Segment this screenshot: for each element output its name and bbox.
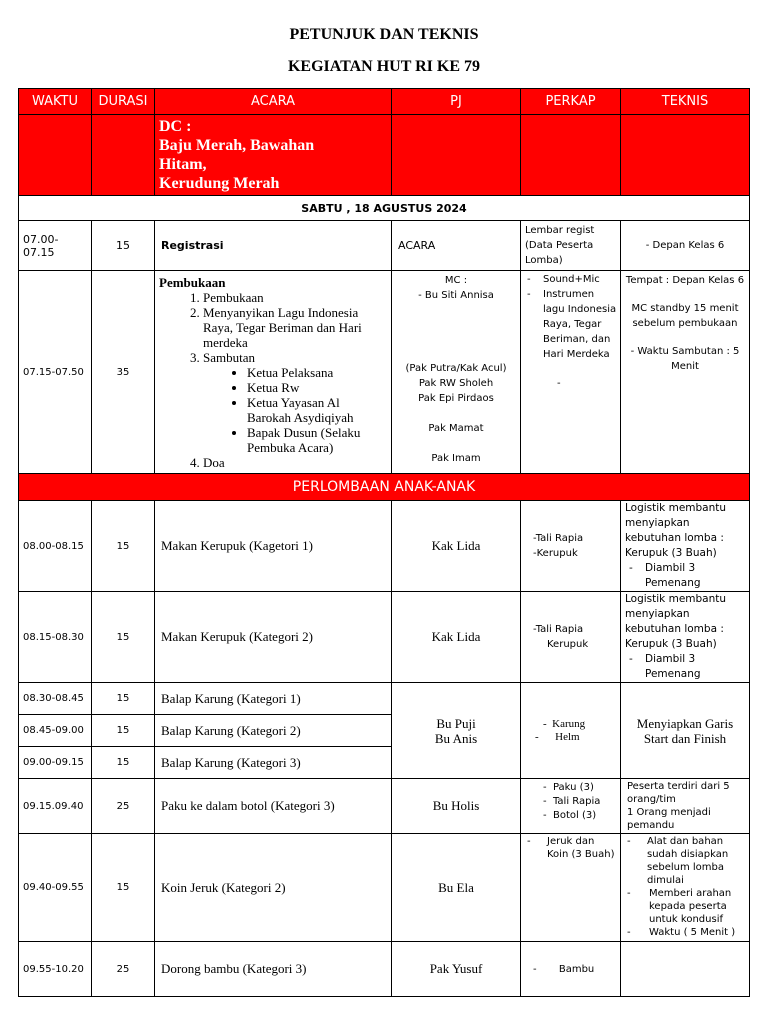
teknis-cell: - Depan Kelas 6 [621, 221, 750, 271]
teknis-cell: - Alat dan bahan sudah disiapkan sebelum lomba dimulai - Memberi arahan kepada peserta untuk kondusif - Waktu ( 5 Menit ) [621, 834, 750, 942]
day-label: SABTU , 18 AGUSTUS 2024 [19, 196, 750, 221]
header-row [19, 89, 750, 115]
header-teknis: TEKNIS [621, 89, 750, 115]
table-row-karung-1 [19, 683, 750, 715]
waktu-cell: 07.15-07.50 [19, 271, 92, 474]
perkap-cell: - Jeruk dan Koin (3 Buah) [521, 834, 621, 942]
teknis-cell: Logistik membantu menyiapkan kebutuhan lomba : Kerupuk (3 Buah) - Diambil 3 Pemenang [621, 501, 750, 592]
list-item: 1. Pembukaan [203, 290, 387, 305]
durasi-cell: 35 [92, 271, 155, 474]
durasi-cell: 25 [92, 942, 155, 997]
perkap-cell: - Bambu [521, 942, 621, 997]
acara-cell: Koin Jeruk (Kategori 2) [155, 834, 392, 942]
dress-code: DC : Baju Merah, Bawahan Hitam, Kerudung Merah [155, 115, 392, 196]
table-row-bambu [19, 942, 750, 997]
day-row [19, 196, 750, 221]
acara-cell: Paku ke dalam botol (Kategori 3) [155, 779, 392, 834]
waktu-cell: 09.00-09.15 [19, 747, 92, 779]
list-item: • Bapak Dusun (Selaku Pembuka Acara) [247, 425, 387, 455]
teknis-cell: Menyiapkan Garis Start dan Finish [621, 683, 750, 779]
teknis-cell: Logistik membantu menyiapkan kebutuhan lomba : Kerupuk (3 Buah) - Diambil 3 Pemenang [621, 592, 750, 683]
header-pj: PJ [392, 89, 521, 115]
document-subtitle: KEGIATAN HUT RI KE 79 [287, 58, 481, 75]
waktu-cell: 08.15-08.30 [19, 592, 92, 683]
table-row-kerupuk-2 [19, 592, 750, 683]
durasi-cell: 15 [92, 747, 155, 779]
acara-cell: Dorong bambu (Kategori 3) [155, 942, 392, 997]
pj-cell: ACARA [392, 221, 521, 271]
perkap-cell: - Sound+Mic - Instrumen lagu Indonesia Raya, Tegar Beriman, dan Hari Merdeka - [521, 271, 621, 474]
pembukaan-list [159, 290, 387, 470]
acara-cell: Pembukaan 1. Pembukaan 2. Menyanyikan Lagu Indonesia Raya, Tegar Beriman dan Hari merdeka 3. Sambutan • Ketua Pelaksana • Ketua Rw • Ketua Yayasan Al Barokah Asydiqiyah • Bapak Dusun (Selaku Pembuka Acara) 4. Doa [155, 271, 392, 474]
header-waktu: WAKTU [19, 89, 92, 115]
acara-cell: Registrasi [155, 221, 392, 271]
pj-cell: MC : - Bu Siti Annisa (Pak Putra/Kak Acul) Pak RW Sholeh Pak Epi Pirdaos Pak Mamat Pak Imam [392, 271, 521, 474]
header-perkap: PERKAP [521, 89, 621, 115]
durasi-cell: 15 [92, 501, 155, 592]
durasi-cell: 25 [92, 779, 155, 834]
perkap-cell: -Tali Rapia Kerupuk [521, 592, 621, 683]
dress-code-row [19, 115, 750, 196]
durasi-cell: 15 [92, 221, 155, 271]
schedule-table [18, 88, 750, 997]
table-row-koin [19, 834, 750, 942]
sambutan-list [203, 365, 387, 455]
list-item: • Ketua Pelaksana [247, 365, 387, 380]
pj-cell: Kak Lida [392, 592, 521, 683]
pj-cell: Bu Ela [392, 834, 521, 942]
acara-cell: Balap Karung (Kategori 3) [155, 747, 392, 779]
teknis-cell: Tempat : Depan Kelas 6 MC standby 15 menit sebelum pembukaan - Waktu Sambutan : 5 Menit [621, 271, 750, 474]
acara-cell: Makan Kerupuk (Kagetori 1) [155, 501, 392, 592]
acara-cell: Makan Kerupuk (Kategori 2) [155, 592, 392, 683]
section-title: PERLOMBAAN ANAK-ANAK [19, 474, 750, 501]
header-acara: ACARA [155, 89, 392, 115]
table-row-pembukaan [19, 271, 750, 474]
section-row [19, 474, 750, 501]
header-durasi: DURASI [92, 89, 155, 115]
pj-cell: Bu Puji Bu Anis [392, 683, 521, 779]
waktu-cell: 08.45-09.00 [19, 715, 92, 747]
durasi-cell: 15 [92, 683, 155, 715]
waktu-cell: 09.40-09.55 [19, 834, 92, 942]
table-row-kerupuk-1 [19, 501, 750, 592]
pj-cell: Kak Lida [392, 501, 521, 592]
durasi-cell: 15 [92, 715, 155, 747]
list-item: • Ketua Rw [247, 380, 387, 395]
pj-cell: Bu Holis [392, 779, 521, 834]
list-item: 3. Sambutan • Ketua Pelaksana • Ketua Rw • Ketua Yayasan Al Barokah Asydiqiyah • Bapak Dusun (Selaku Pembuka Acara) [203, 350, 387, 455]
table-row-registrasi [19, 221, 750, 271]
acara-cell: Balap Karung (Kategori 2) [155, 715, 392, 747]
waktu-cell: 09.55-10.20 [19, 942, 92, 997]
waktu-cell: 08.30-08.45 [19, 683, 92, 715]
perkap-cell: - Paku (3) - Tali Rapia - Botol (3) [521, 779, 621, 834]
table-row-paku [19, 779, 750, 834]
waktu-cell: 08.00-08.15 [19, 501, 92, 592]
waktu-cell: 07.00- 07.15 [19, 221, 92, 271]
perkap-cell: - Karung - Helm [521, 683, 621, 779]
list-item: • Ketua Yayasan Al Barokah Asydiqiyah [247, 395, 387, 425]
perkap-cell: Lembar regist (Data Peserta Lomba) [521, 221, 621, 271]
durasi-cell: 15 [92, 592, 155, 683]
list-item: 2. Menyanyikan Lagu Indonesia Raya, Tegar Beriman dan Hari merdeka [203, 305, 387, 350]
acara-cell: Balap Karung (Kategori 1) [155, 683, 392, 715]
perkap-cell: -Tali Rapia -Kerupuk [521, 501, 621, 592]
waktu-cell: 09.15.09.40 [19, 779, 92, 834]
teknis-cell: Peserta terdiri dari 5 orang/tim 1 Orang menjadi pemandu [621, 779, 750, 834]
pj-cell: Pak Yusuf [392, 942, 521, 997]
teknis-cell [621, 942, 750, 997]
document-title: PETUNJUK DAN TEKNIS [289, 26, 479, 43]
list-item: 4. Doa [203, 455, 387, 470]
durasi-cell: 15 [92, 834, 155, 942]
